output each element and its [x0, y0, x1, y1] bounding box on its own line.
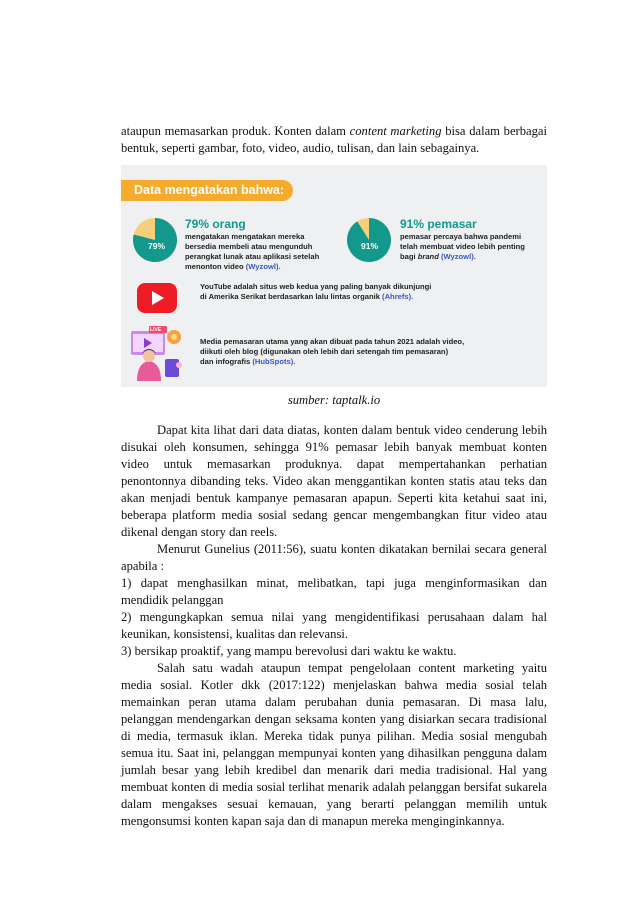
pie-label-79: 79% [148, 241, 166, 251]
intro-line-1: ataupun memasarkan produk. Konten dalam content marketing bisa dalam berbagai [121, 124, 548, 138]
stat-79-title: 79% orang [185, 217, 246, 231]
infographic [121, 165, 547, 387]
paragraph-1: Dapat kita lihat dari data diatas, konten dalam bentuk video cenderung lebih disukai oleh konsumen, sehingga 91% pemasar lebih banyak membuat konten video untuk memasarkan produknya. dapat mempertahankan perhatian penontonnya dibanding teks. Video akan menggantikan konten statis atau teks dan akan menjadi bentuk kampanye pemasaran apapun. Seperti kita ketahui saat ini, beberapa platform media sosial sedang gencar mengembangkan fitur video atau dikenal dengan story dan reels. [121, 423, 547, 539]
criteria-item-2: 2) mengungkapkan semua nilai yang mengidentifikasi perusahaan dalam hal [121, 610, 547, 624]
pie-chart-79 [133, 218, 177, 262]
youtube-fact: YouTube adalah situs web kedua yang paling banyak dikunjungi di Amerika Serikat berdasarkan lalu lintas organik (Ahrefs). [200, 282, 432, 301]
youtube-icon [137, 283, 177, 313]
video-marketing-illustration [127, 325, 187, 383]
source-wyzowl: (Wyzowl). [440, 252, 476, 261]
source-hubspots: (HubSpots). [252, 357, 296, 366]
content-marketing-term: content marketing [349, 124, 442, 138]
pie-chart-91 [347, 218, 391, 262]
criteria-item-1: 1) dapat menghasilkan minat, melibatkan, tapi juga menginformasikan dan [121, 576, 547, 590]
paragraph-2: Menurut Gunelius (2011:56), suatu konten dikatakan bernilai secara general apabila : 1) dapat menghasilkan minat, melibatkan, tapi juga menginformasikan dan mendidik pelanggan 2) mengungkapkan semua nilai yang mengidentifikasi perusahaan dalam hal keunikan, konsistensi, kualitas dan relevansi. 3) bersikap proaktif, yang mampu berevolusi dari waktu ke waktu. [121, 542, 547, 658]
intro-line-2: bentuk, seperti gambar, foto, video, audio, tulisan, dan lain sebagainya. [121, 141, 480, 155]
paragraph-3: Salah satu wadah ataupun tempat pengelolaan content marketing yaitu media sosial. Kotler dkk (2017:122) menjelaskan bahwa media sosial telah memainkan peran utama dalam perubahan dunia pemasaran. Di masa lalu, pelanggan mendengarkan dengan seksama konten yang disiarkan secara tradisional di media, termasuk iklan. Mereka tidak punya pilihan. Media sosial mengubah semua itu. Saat ini, pelanggan mempunyai konten yang dihasilkan pengguna dalam jumlah besar yang lebih kredibel dan menarik dari media tradisional. Hal yang membuat konten di media sosial terlihat menarik adalah pelanggan bersifat sukarela dalam mengakses sesuai kemauan, yang berarti pelanggan memilih untuk mengonsumsi konten kapan saja dan di manapun mereka menginginkannya. [121, 661, 547, 828]
infographic-banner: Data mengatakan bahwa: [121, 180, 293, 201]
source-wyzowl: (Wyzowl). [245, 262, 281, 271]
stat-79-description: mengatakan mengatakan mereka bersedia membeli atau mengunduh perangkat lunak atau aplikasi setelah menonton video (Wyzowl). [185, 232, 320, 271]
criteria-item-3: 3) bersikap proaktif, yang mampu berevolusi dari waktu ke waktu. [121, 644, 457, 658]
source-ahrefs: (Ahrefs). [382, 292, 414, 301]
pie-label-91: 91% [361, 241, 379, 251]
image-caption: sumber: taptalk.io [287, 393, 381, 407]
intro-paragraph [121, 123, 547, 157]
live-badge: LIVE [150, 327, 162, 333]
media-fact: Media pemasaran utama yang akan dibuat pada tahun 2021 adalah video, diikuti oleh blog (digunakan oleh lebih dari setengah tim pemasaran) dan infografis (HubSpots). [200, 337, 465, 366]
stat-91-description: pemasar percaya bahwa pandemi telah membuat video lebih penting bagi brand (Wyzowl). [400, 232, 525, 261]
stat-91-title: 91% pemasar [400, 217, 477, 231]
